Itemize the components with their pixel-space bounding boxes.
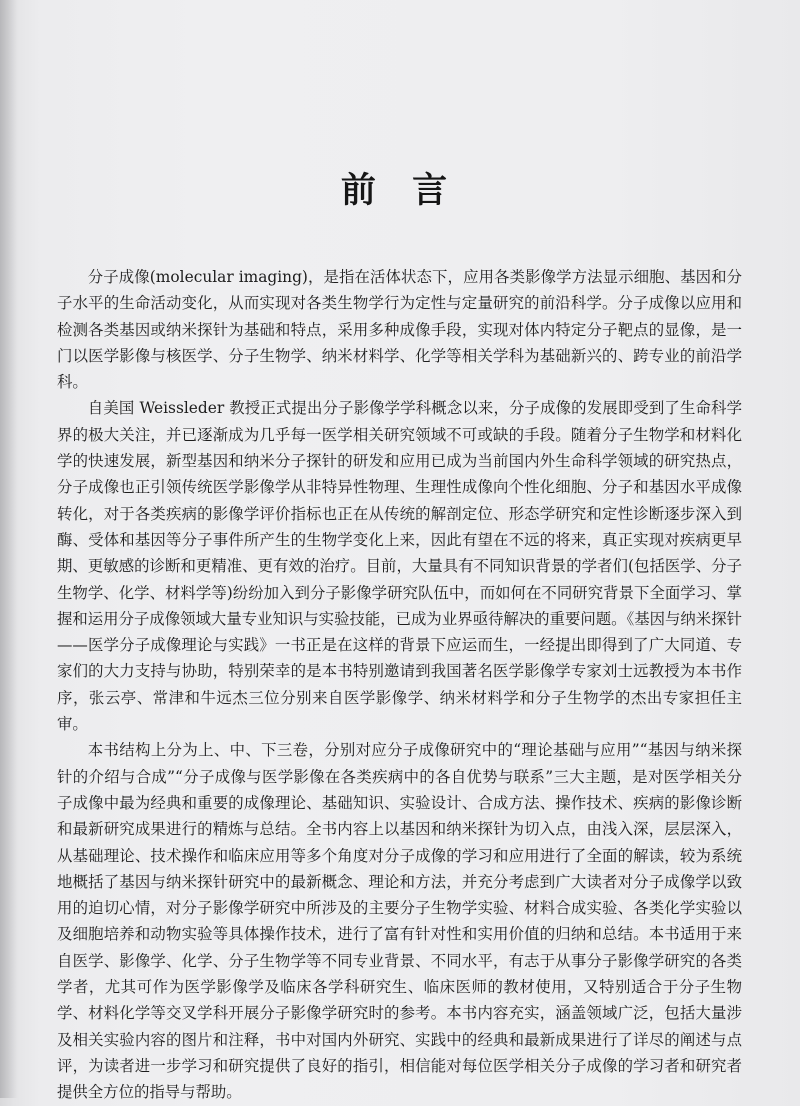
paragraph-1: 分子成像(molecular imaging)，是指在活体状态下，应用各类影像学方法显示细胞、基因和分子水平的生命活动变化，从而实现对各类生物学行为定性与定量研究的前沿科学。分子成像以应用和检测各类基因或纳米探针为基础和特点，采用多种成像手段，实现对体内特定分子靶点的显像，是一门以医学影像与核医学、分子生物学、纳米材料学、化学等相关学科为基础新兴的、跨专业的前沿学科。: [57, 268, 742, 392]
preface-body: [57, 264, 742, 1106]
paragraph-3: 本书结构上分为上、中、下三卷，分别对应分子成像研究中的“理论基础与应用”“基因与纳米探针的介绍与合成”“分子成像与医学影像在各类疾病中的各自优势与联系”三大主题，是对医学相关分子成像中最为经典和重要的成像理论、基础知识、实验设计、合成方法、操作技术、疾病的影像诊断和最新研究成果进行的精炼与总结。全书内容上以基因和纳米探针为切入点，由浅入深，层层深入，从基础理论、技术操作和临床应用等多个角度对分子成像的学习和应用进行了全面的解读，较为系统地概括了基因与纳米探针研究中的最新概念、理论和方法，并充分考虑到广大读者对分子成像学以致用的迫切心情，对分子影像学研究中所涉及的主要分子生物学实验、材料合成实验、各类化学实验以及细胞培养和动物实验等具体操作技术，进行了富有针对性和实用价值的归纳和总结。本书适用于来自医学、影像学、化学、分子生物学等不同专业背景、不同水平，有志于从事分子影像学研究的各类学者，尤其可作为医学影像学及临床各学科研究生、临床医师的教材使用，又特别适合于分子生物学、材料化学等交叉学科开展分子影像学研究时的参考。本书内容充实，涵盖领域广泛，包括大量涉及相关实验内容的图片和注释，书中对国内外研究、实践中的经典和最新成果进行了详尽的阐述与点评，为读者进一步学习和研究提供了良好的指引，相信能对每位医学相关分子成像的学习者和研究者提供全方位的指导与帮助。: [57, 741, 742, 1102]
page-title: 前 言: [340, 171, 460, 211]
paragraph-2: 自美国 Weissleder 教授正式提出分子影像学学科概念以来，分子成像的发展即受到了生命科学界的极大关注，并已逐渐成为几乎每一医学相关研究领域不可或缺的手段。随着分子生物学和材料化学的快速发展，新型基因和纳米分子探针的研发和应用已成为当前国内外生命科学领域的研究热点，分子成像也正引领传统医学影像学从非特异性物理、生理性成像向个性化细胞、分子和基因水平成像转化，对于各类疾病的影像学评价指标也正在从传统的解剖定位、形态学研究和定性诊断逐步深入到酶、受体和基因等分子事件所产生的生物学变化上来，因此有望在不远的将来，真正实现对疾病更早期、更敏感的诊断和更精准、更有效的治疗。目前，大量具有不同知识背景的学者们(包括医学、分子生物学、化学、材料学等)纷纷加入到分子影像学研究队伍中，而如何在不同研究背景下全面学习、掌握和运用分子成像领域大量专业知识与实验技能，已成为业界亟待解决的重要问题。《基因与纳米探针——医学分子成像理论与实践》一书正是在这样的背景下应运而生，一经提出即得到了广大同道、专家们的大力支持与协助，特别荣幸的是本书特别邀请到我国著名医学影像学专家刘士远教授为本书作序，张云亭、常津和牛远杰三位分别来自医学影像学、纳米材料学和分子生物学的杰出专家担任主审。: [57, 399, 742, 734]
